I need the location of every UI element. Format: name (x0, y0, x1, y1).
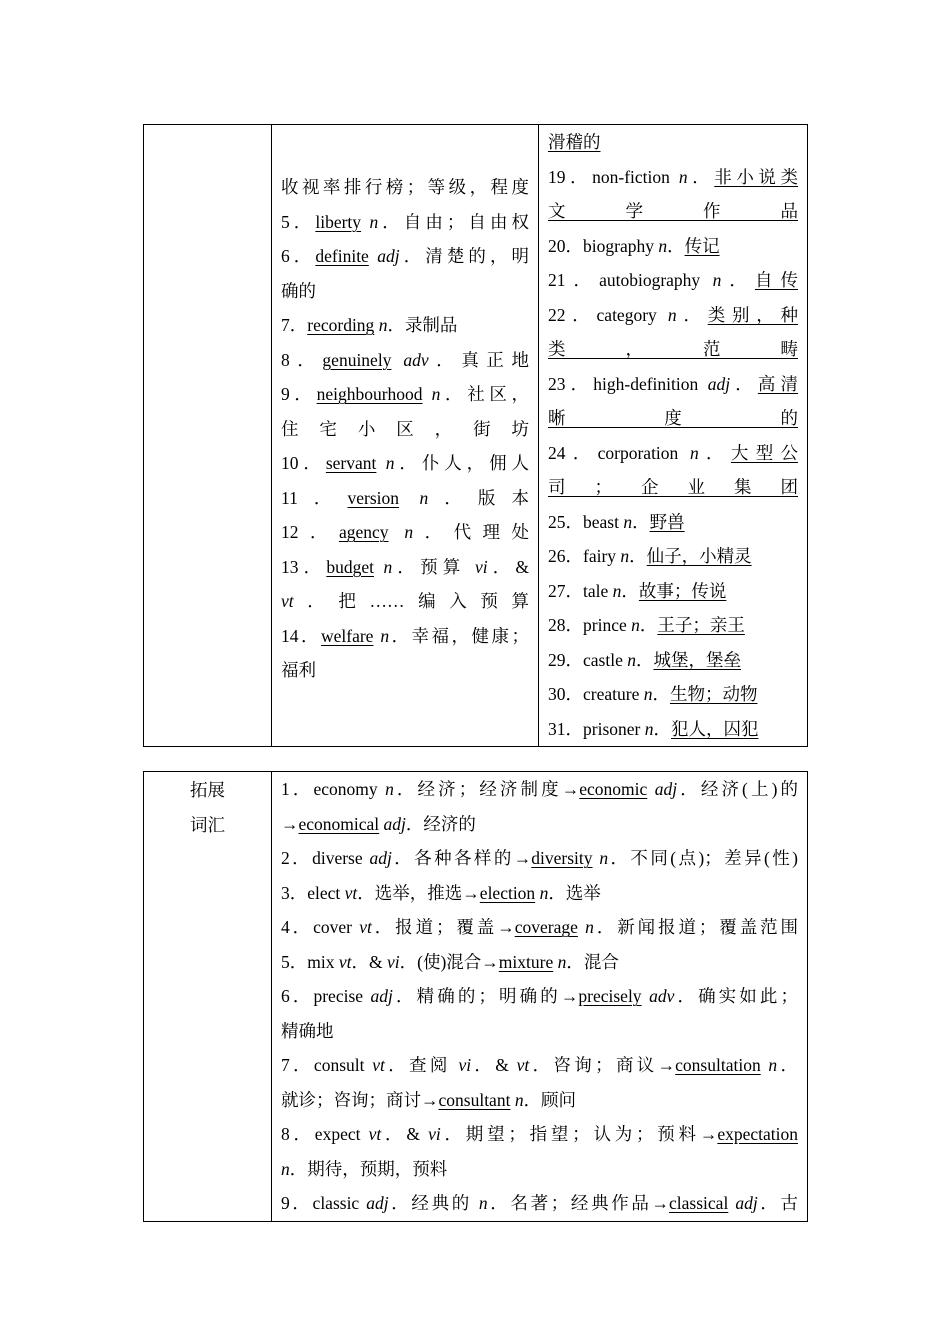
part-of-speech: n (385, 779, 394, 799)
entry-text: ．清楚的，明 (399, 246, 530, 266)
entry-text: ．经典的 (388, 1193, 479, 1213)
entry-text: ．把……编入预算 (293, 591, 529, 611)
word-list-column-left (272, 125, 539, 747)
answer-text: 滑稽的 (548, 132, 601, 152)
entry-text: ．顾问 (523, 1089, 577, 1110)
part-of-speech: vi (387, 951, 400, 972)
part-of-speech: n (644, 718, 654, 739)
part-of-speech: n (431, 384, 441, 404)
answer-text: economic (579, 779, 648, 799)
answer-text: election (479, 882, 536, 903)
entry-text: 福利 (281, 660, 316, 680)
entry-text (376, 453, 385, 473)
entry-text: ．选举 (548, 882, 601, 903)
entry-text: ．代理处 (413, 522, 530, 542)
entry-text: ． (698, 442, 731, 463)
answer-text: expectation (717, 1124, 798, 1144)
entry-line (272, 841, 807, 876)
part-of-speech: n (631, 615, 640, 635)
part-of-speech: n (478, 1193, 488, 1213)
entry-line (272, 876, 807, 911)
entry-text (399, 488, 419, 508)
part-of-speech: n (620, 546, 630, 566)
entry-text: 1．economy (281, 779, 386, 799)
entry-text: 8．expect (281, 1124, 369, 1144)
answer-text: 类别，种 (707, 304, 798, 325)
entry-text: ．期待，预期，预料 (289, 1158, 448, 1179)
entry-text: 28．prince (548, 615, 632, 635)
entry-text: → (281, 813, 299, 834)
entry-text: ． (721, 270, 755, 290)
entry-text: ．& (471, 1055, 517, 1075)
entry-text: 7． (281, 315, 308, 335)
entry-text: 31．prisoner (548, 718, 645, 739)
part-of-speech: adv (649, 986, 675, 1006)
entry-text: ．各种各样的→ (391, 848, 532, 868)
entry-line (539, 436, 807, 471)
entry-text: ．混合 (566, 951, 619, 972)
entry-text: 5．mix (281, 951, 339, 972)
part-of-speech: n (623, 511, 633, 532)
answer-text: neighbourhood (316, 384, 423, 404)
entry-text: ． (629, 546, 647, 566)
entry-text: 9． (281, 384, 317, 404)
entry-line (272, 1117, 807, 1152)
entry-text (391, 350, 403, 370)
part-of-speech: vi (428, 1124, 441, 1144)
entry-text: ． (777, 1055, 799, 1075)
part-of-speech: vt (344, 882, 358, 903)
part-of-speech: n (539, 882, 549, 903)
part-of-speech: n (380, 625, 390, 646)
entry-text: 6．precise (281, 986, 371, 1006)
extended-vocabulary-cell (272, 772, 808, 1222)
answer-text: version (347, 487, 400, 508)
entry-line (272, 945, 807, 980)
answer-text: definite (315, 246, 369, 266)
part-of-speech: adj (366, 1193, 389, 1213)
entry-line (539, 470, 807, 505)
part-of-speech: vi (474, 556, 488, 577)
part-of-speech: n (712, 270, 722, 290)
part-of-speech: n (557, 951, 567, 972)
part-of-speech: adj (383, 813, 406, 834)
entry-text: ． (676, 304, 708, 325)
entry-text: 19．non-fiction (548, 166, 679, 187)
entry-line (272, 772, 807, 807)
entry-text: ．不同(点)；差异(性) (608, 848, 799, 868)
entry-text: ． (687, 166, 715, 187)
entry-line (539, 712, 807, 747)
entry-text: ．经济；经济制度→ (393, 779, 580, 799)
answer-text: 大型公 (730, 442, 799, 463)
answer-text: coverage (514, 917, 578, 937)
part-of-speech: vt (359, 917, 372, 937)
entry-text: ．社区， (440, 384, 530, 404)
entry-line (539, 401, 807, 436)
entry-line (539, 367, 807, 402)
section-header-line: 词汇 (190, 815, 225, 835)
word-list (539, 125, 807, 746)
part-of-speech: vt (372, 1055, 385, 1075)
entry-line (539, 160, 807, 195)
entry-text: ．选举，推选→ (357, 882, 480, 903)
entry-text: ．版本 (428, 487, 530, 508)
answer-text: 王子；亲王 (657, 615, 745, 635)
entry-line (539, 194, 807, 229)
part-of-speech: n (585, 917, 594, 937)
entry-line (272, 910, 807, 945)
part-of-speech: n (643, 684, 653, 704)
entry-text: ．幸福，健康； (389, 625, 530, 646)
entry-text: 13． (281, 556, 327, 577)
entry-text: ．经济(上)的 (677, 779, 799, 799)
part-of-speech: vt (281, 591, 294, 611)
answer-text: recording (307, 315, 375, 335)
entry-text: ． (667, 235, 685, 256)
part-of-speech: n (678, 166, 688, 187)
entry-line (272, 1186, 807, 1221)
answer-text: 高清 (757, 373, 799, 394)
entry-text: 29．castle (548, 649, 628, 670)
entry-text (423, 384, 432, 404)
entry-text: ．咨询；商议→ (529, 1055, 676, 1075)
part-of-speech: n (378, 315, 388, 335)
part-of-speech: adj (735, 1193, 758, 1213)
entry-line (272, 1083, 807, 1118)
entry-text: 4．cover (281, 917, 360, 937)
entry-text: 3．elect (281, 882, 345, 903)
answer-text: classical (669, 1193, 729, 1213)
entry-line (272, 653, 538, 688)
part-of-speech: adv (403, 349, 429, 370)
entry-text (369, 246, 377, 266)
label-cell-empty (144, 125, 272, 747)
entry-text: 20．biography (548, 235, 659, 256)
entry-text: 10． (281, 453, 326, 473)
entry-line (539, 677, 807, 712)
entry-text: ．自由；自由权 (378, 211, 530, 232)
entry-text: 25．beast (548, 511, 624, 532)
entry-line (539, 539, 807, 574)
entry-text: ． (635, 649, 654, 670)
entry-line (272, 619, 538, 654)
vocabulary-table-1 (143, 124, 808, 747)
entry-line (539, 505, 807, 540)
entry-line (539, 298, 807, 333)
entry-line (272, 239, 538, 274)
part-of-speech: n (383, 556, 393, 577)
entry-text: ．& (351, 951, 387, 972)
entry-line (272, 515, 538, 550)
answer-text: genuinely (322, 349, 392, 370)
entry-text: 7．consult (281, 1055, 373, 1075)
entry-text: 27．tale (548, 580, 613, 601)
answer-text: liberty (315, 211, 362, 232)
entry-text: ． (652, 684, 670, 704)
section-header-cell (144, 772, 272, 1222)
entry-text: ． (730, 373, 758, 394)
part-of-speech: vt (368, 1124, 382, 1144)
part-of-speech: vt (516, 1055, 530, 1075)
entry-line (272, 377, 538, 412)
part-of-speech: vt (338, 951, 352, 972)
answer-text: agency (338, 522, 389, 542)
entry-text: 5． (281, 211, 316, 232)
answer-text: diversity (531, 848, 593, 868)
entry-text: 22．category (548, 304, 668, 325)
entry-line (539, 125, 807, 160)
entry-line (539, 608, 807, 643)
entry-text: 住宅小区，街坊 (281, 418, 529, 439)
entry-text: ． (639, 615, 658, 635)
entry-text (389, 522, 405, 542)
answer-text: 类，范畴 (548, 339, 798, 359)
entry-line (272, 979, 807, 1014)
entry-line (539, 332, 807, 367)
entry-text: 26．fairy (548, 546, 621, 566)
entry-text: 21．autobiography (548, 270, 713, 290)
entry-text: ．名著；经典作品→ (487, 1193, 670, 1213)
entry-text: 24．corporation (548, 442, 690, 463)
answer-text: mixture (498, 951, 554, 972)
part-of-speech: n (281, 1158, 290, 1179)
entry-line (539, 643, 807, 678)
vocabulary-table-2 (143, 771, 808, 1222)
answer-text: 生物；动物 (669, 684, 758, 704)
entry-text: 收视率排行榜；等级，程度 (281, 177, 529, 197)
part-of-speech: adj (707, 373, 731, 394)
answer-text: 野兽 (649, 511, 685, 532)
part-of-speech: adj (377, 246, 400, 266)
entry-text: 就诊；咨询；商讨→ (281, 1089, 439, 1110)
entry-text: ．查阅 (384, 1055, 459, 1075)
entry-text: ．录制品 (387, 315, 458, 335)
answer-text: 司；企业集团 (548, 477, 798, 497)
entry-line (272, 550, 538, 585)
entry-text: ．预算 (392, 556, 475, 577)
entry-text: ． (621, 580, 639, 601)
entry-text: ．仆人，佣人 (394, 453, 530, 473)
entry-line (272, 481, 538, 516)
entry-line (272, 412, 538, 447)
part-of-speech: n (658, 235, 668, 256)
answer-text: servant (325, 453, 377, 473)
answer-text: 仙子，小精灵 (646, 546, 752, 566)
entry-text (642, 986, 650, 1006)
entry-line (272, 205, 538, 240)
entry-text: 23．high-definition (548, 373, 708, 394)
entry-text: 8． (281, 349, 323, 370)
part-of-speech: n (627, 649, 636, 670)
answer-text: 故事；传说 (638, 580, 727, 601)
entry-line (272, 446, 538, 481)
entry-line (539, 263, 807, 298)
entry-line (272, 584, 538, 619)
entry-line (272, 343, 538, 378)
entry-text: ．经济的 (405, 813, 476, 834)
entry-line (539, 229, 807, 264)
part-of-speech: adj (370, 986, 393, 1006)
part-of-speech: n (599, 848, 609, 868)
answer-text: 晰度的 (548, 408, 798, 428)
entry-text: ． (632, 511, 650, 532)
entry-text: ．& (487, 556, 530, 577)
entry-line (539, 574, 807, 609)
word-list (272, 170, 538, 688)
answer-text: precisely (578, 986, 642, 1006)
part-of-speech: n (667, 304, 677, 325)
part-of-speech: n (419, 487, 429, 508)
answer-text: 非小说类 (714, 166, 799, 187)
part-of-speech: n (612, 580, 622, 601)
entry-text (647, 779, 654, 799)
answer-text: 城堡，堡垒 (653, 649, 741, 670)
answer-text: consultant (438, 1089, 511, 1110)
entry-text: ．古 (757, 1193, 799, 1213)
part-of-speech: n (768, 1055, 778, 1075)
entry-text: 11． (281, 487, 348, 508)
entry-text: 6． (281, 246, 316, 266)
answer-text: economical (298, 813, 380, 834)
entry-text: 12． (281, 522, 339, 542)
entry-text: ．确实如此； (674, 986, 799, 1006)
entry-text: ． (653, 718, 671, 739)
answer-text: welfare (320, 625, 374, 646)
entry-text: ．& (381, 1124, 429, 1144)
entry-line (272, 1152, 807, 1187)
entry-text: 确的 (281, 280, 316, 301)
entry-text: ．新闻报道；覆盖范围 (593, 917, 799, 937)
part-of-speech: n (689, 442, 699, 463)
part-of-speech: adj (369, 848, 392, 868)
entry-line (272, 1014, 807, 1049)
entry-text: 精确地 (281, 1020, 334, 1041)
answer-text: consultation (675, 1055, 761, 1075)
entry-text: ．真正地 (428, 349, 530, 370)
entry-text: 30．creature (548, 684, 644, 704)
word-list-column-right (539, 125, 808, 747)
entry-text: ．报道；覆盖→ (371, 917, 515, 937)
entry-text (374, 557, 384, 577)
answer-text: 犯人，囚犯 (670, 718, 759, 739)
entry-text: 14． (281, 625, 321, 646)
part-of-speech: n (385, 453, 395, 473)
section-header-line: 拓展 (190, 780, 225, 800)
entry-line (272, 807, 807, 842)
entry-text: ．(使)混合→ (399, 951, 499, 972)
word-list (272, 772, 807, 1221)
entry-line (272, 308, 538, 343)
part-of-speech: n (404, 522, 414, 542)
entry-line (272, 1048, 807, 1083)
part-of-speech: n (514, 1089, 524, 1110)
part-of-speech: vi (458, 1055, 472, 1075)
answer-text: 传记 (684, 235, 720, 256)
answer-text: budget (326, 556, 374, 577)
entry-text: 2．diverse (281, 848, 370, 868)
entry-text: ．精确的；明确的→ (392, 986, 579, 1006)
part-of-speech: adj (654, 779, 678, 799)
answer-text: 文学作品 (548, 201, 798, 221)
part-of-speech: n (369, 211, 379, 232)
entry-line (272, 170, 538, 205)
answer-text: 自传 (754, 270, 798, 290)
entry-text: ．期望；指望；认为；预料→ (440, 1124, 718, 1144)
entry-line (272, 274, 538, 309)
entry-text: 9．classic (281, 1193, 367, 1213)
